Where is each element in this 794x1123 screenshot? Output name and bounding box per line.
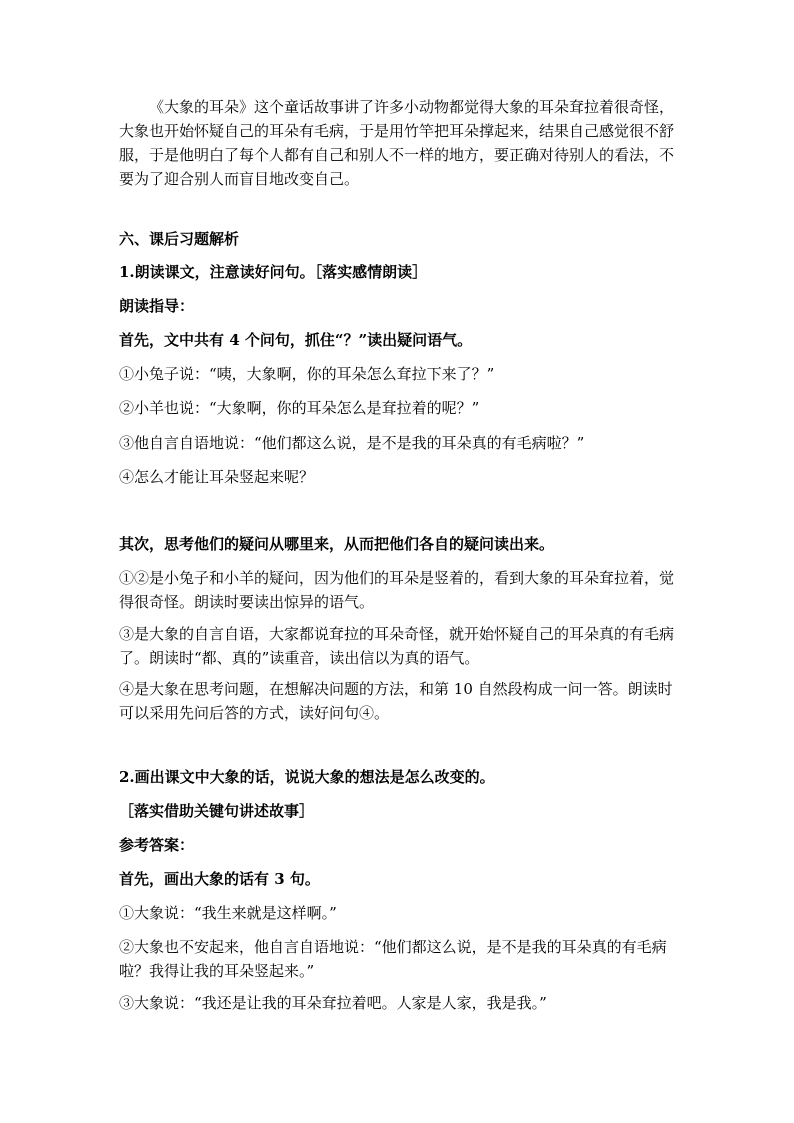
explanation-3: ④是大象在思考问题，在想解决问题的方法，和第 10 自然段构成一问一答。朗读时可以采用先问后答的方式，读好问句④。 <box>119 680 673 722</box>
reading-guide-label: 朗读指导： <box>119 297 195 315</box>
q1-second-point: 其次，思考他们的疑问从哪里来，从而把他们各自的疑问读出来。 <box>119 535 555 553</box>
reference-answer-label: 参考答案： <box>119 836 195 854</box>
explanation-1: ①②是小兔子和小羊的疑问，因为他们的耳朵是竖着的，看到大象的耳朵耷拉着，觉得很奇怪。朗读时要读出惊异的语气。 <box>119 569 675 611</box>
q1-first-point: 首先，文中共有 4 个问句，抓住“？”读出疑问语气。 <box>119 331 473 349</box>
section-heading: 六、课后习题解析 <box>119 230 240 248</box>
elephant-quote-2: ②大象也不安起来，他自言自语地说：“他们都这么说，是不是我的耳朵真的有毛病啦？我得让我的耳朵竖起来。” <box>119 938 667 980</box>
elephant-quote-1: ①大象说：“我生来就是这样啊。” <box>119 904 337 922</box>
question-2-tag: ［落实借助关键句讲述故事］ <box>119 802 315 820</box>
explanation-2: ③是大象的自言自语，大家都说耷拉的耳朵奇怪，就开始怀疑自己的耳朵真的有毛病了。朗读时“都、真的”读重音，读出信以为真的语气。 <box>119 625 675 667</box>
question-sentence-3: ③他自言自语地说：“他们都这么说，是不是我的耳朵真的有毛病啦？” <box>119 434 585 452</box>
question-sentence-4: ④怎么才能让耳朵竖起来呢？ <box>119 468 315 486</box>
question-sentence-1: ①小兔子说：“咦，大象啊，你的耳朵怎么耷拉下来了？” <box>119 365 495 383</box>
q2-first-point: 首先，画出大象的话有 3 句。 <box>119 870 320 888</box>
intro-paragraph: 《大象的耳朵》这个童话故事讲了许多小动物都觉得大象的耳朵耷拉着很奇怪，大象也开始怀疑自己的耳朵有毛病，于是用竹竿把耳朵撑起来，结果自己感觉很不舒服，于是他明白了每个人都有自己和别人不一样的地方，要正确对待别人的看法，不要为了迎合别人而盲目地改变自己。 <box>119 98 675 188</box>
question-1-title: 1.朗读课文，注意读好问句。［落实感情朗读］ <box>119 263 428 281</box>
elephant-quote-3: ③大象说：“我还是让我的耳朵耷拉着吧。人家是人家，我是我。” <box>119 994 547 1012</box>
question-sentence-2: ②小羊也说：“大象啊，你的耳朵怎么是耷拉着的呢？” <box>119 399 480 417</box>
question-2-title: 2.画出课文中大象的话，说说大象的想法是怎么改变的。 <box>119 768 495 786</box>
